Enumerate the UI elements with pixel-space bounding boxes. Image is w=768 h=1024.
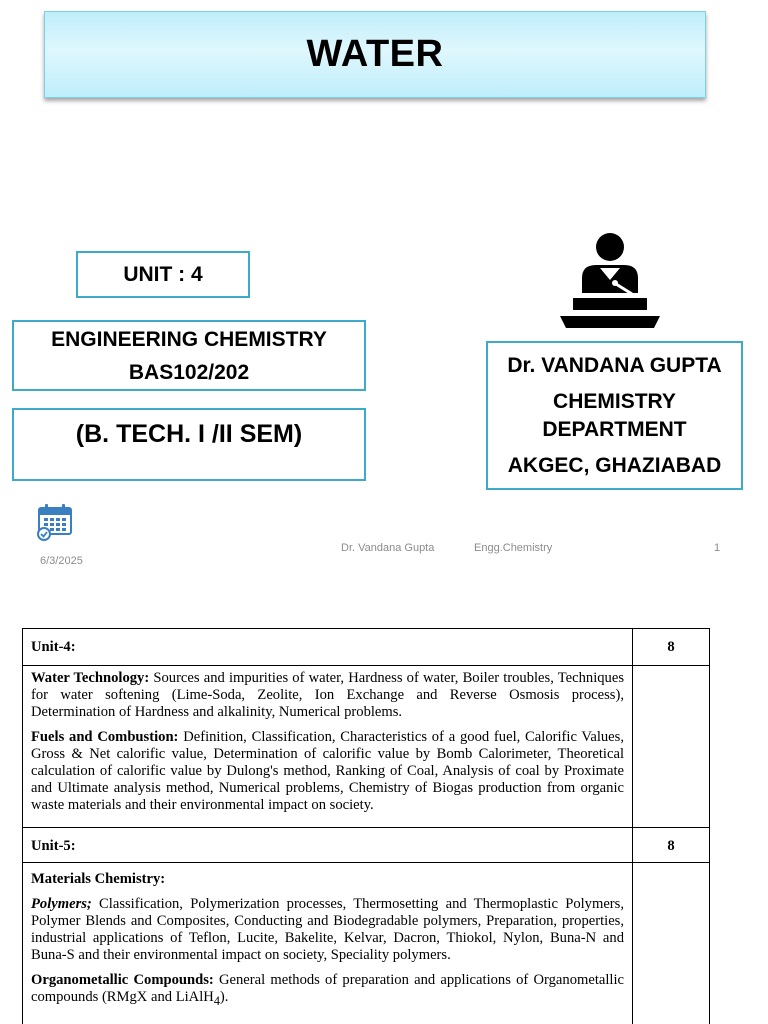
- water-technology-paragraph: [31, 670, 624, 721]
- unit4-hours: 8: [667, 639, 675, 655]
- polymers-text: Classification, Polymerization processes, Thermosetting and Thermoplastic Polymers, Polymer Blends and Composites, Conducting and Biodegradable polymers, Preparation, properties, industrial applications of Teflon, Lucite, Bakelite, Kelvar, Dacron, Thiokol, Nylon, Buna-N and Buna-S and their environmental impact on society, Speciality polymers.: [31, 896, 624, 963]
- course-box: [12, 320, 366, 391]
- table-row: [23, 629, 709, 666]
- organometallic-heading: Organometallic Compounds:: [31, 972, 214, 988]
- course-code: BAS102/202: [128, 360, 250, 384]
- organometallic-end: ).: [219, 989, 229, 1005]
- table-row: [23, 666, 709, 828]
- organometallic-paragraph: [31, 972, 624, 1010]
- author-name: Dr. VANDANA GUPTA: [507, 353, 722, 377]
- footer-page-number: 1: [714, 542, 721, 554]
- institute-name: AKGEC, GHAZIABAD: [507, 453, 722, 477]
- fuels-paragraph: [31, 729, 624, 814]
- fuels-heading: Fuels and Combustion:: [31, 729, 179, 745]
- slide-title: WATER: [44, 11, 706, 98]
- speaker-at-podium-icon: [560, 232, 660, 328]
- department-line2: DEPARTMENT: [542, 417, 687, 441]
- unit5-hours: 8: [667, 838, 675, 854]
- table-row: [23, 863, 709, 1024]
- unit4-content: [23, 666, 633, 827]
- author-box: [486, 341, 743, 490]
- water-technology-text: Sources and impurities of water, Hardness of water, Boiler troubles, Techniques for water softening (Lime-Soda, Zeolite, Ion Exchange and Reverse Osmosis process), Determination of Hardness and alkalinity, Numerical problems.: [31, 670, 624, 720]
- footer-subject: Engg.Chemistry: [474, 542, 553, 554]
- semester-label: (B. TECH. I /II SEM): [75, 420, 303, 448]
- organometallic-text: General methods of preparation and applications of Organometallic compounds (RMgX and LiAlH: [31, 972, 624, 1005]
- unit4-title: Unit-4:: [23, 629, 633, 665]
- footer-author: Dr. Vandana Gupta: [341, 542, 435, 554]
- department-line1: CHEMISTRY: [553, 389, 676, 413]
- unit5-content: [23, 863, 633, 1024]
- fuels-text: Definition, Classification, Characteristics of a good fuel, Calorific Values, Gross & Net calorific value, Determination of calorific value by Bomb Calorimeter, Theoretical calculation of calorific value by Dulong's method, Ranking of Coal, Analysis of coal by Proximate and Ultimate analysis method, Numerical problems, Chemistry of Biogas production from organic waste materials and their environmental impact on society.: [31, 729, 624, 813]
- unit-label-box: [76, 251, 250, 298]
- polymers-heading: Polymers;: [31, 896, 92, 912]
- organometallic-subscript: 4: [213, 993, 220, 1008]
- calendar-icon: [36, 502, 74, 542]
- polymers-paragraph: [31, 896, 624, 964]
- unit5-title: Unit-5:: [23, 828, 633, 862]
- table-row: [23, 828, 709, 863]
- footer-date: 6/3/2025: [40, 555, 83, 567]
- syllabus-table: [22, 628, 710, 1024]
- water-technology-heading: Water Technology:: [31, 670, 150, 686]
- unit-label: UNIT : 4: [123, 262, 203, 286]
- materials-chemistry-heading: Materials Chemistry:: [31, 871, 166, 887]
- course-name: ENGINEERING CHEMISTRY: [51, 327, 327, 351]
- semester-box: [12, 408, 366, 481]
